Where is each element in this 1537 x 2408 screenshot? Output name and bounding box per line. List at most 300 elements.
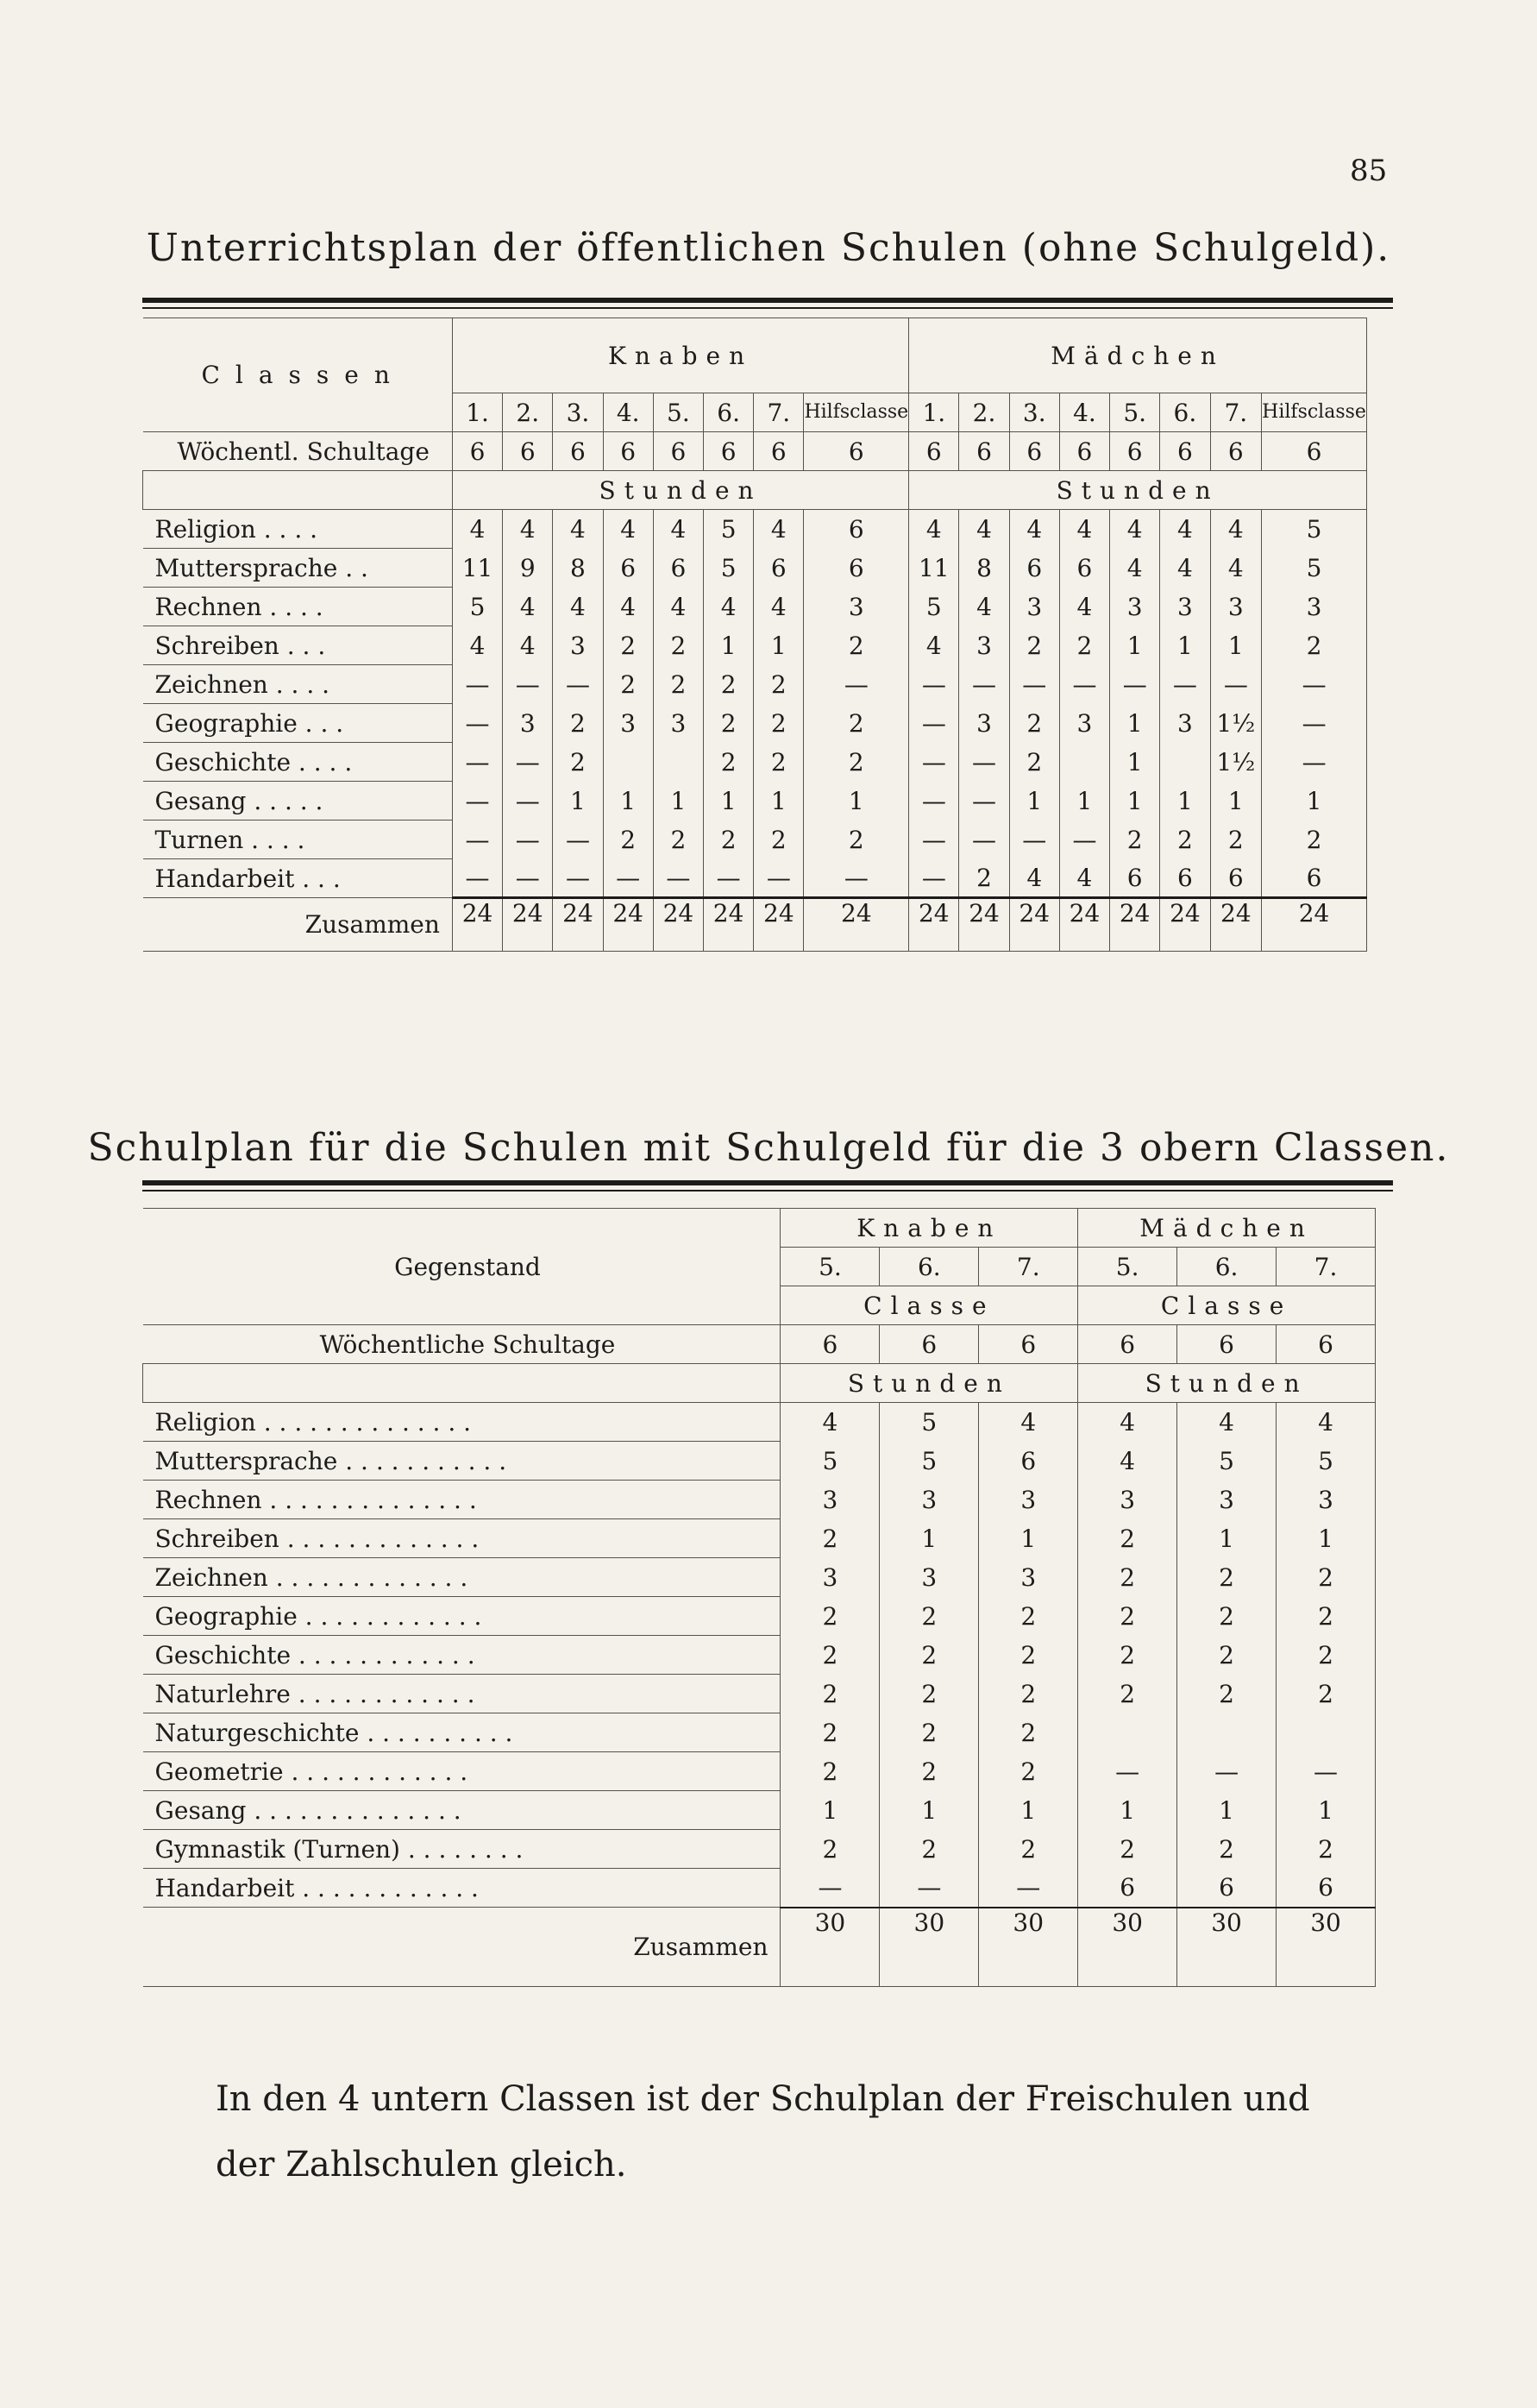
hours-value: 1 — [979, 1791, 1078, 1830]
hours-value: 2 — [979, 1597, 1078, 1636]
hours-value — [1059, 743, 1109, 782]
hours-value: 6 — [1277, 1869, 1376, 1908]
hours-value: 1 — [880, 1791, 979, 1830]
class-number: 3. — [1009, 393, 1059, 432]
hours-value: 2 — [754, 665, 804, 704]
hours-value: — — [979, 1869, 1078, 1908]
hours-value: 4 — [1160, 549, 1210, 588]
hours-value: 4 — [603, 510, 653, 549]
school-days-value: 6 — [909, 432, 959, 471]
hours-label-boys: Stunden — [452, 471, 908, 510]
hours-value: — — [959, 820, 1009, 859]
hours-value: 4 — [959, 588, 1009, 626]
school-days-value: 6 — [781, 1325, 880, 1364]
hours-value: 2 — [653, 665, 703, 704]
hours-value: 2 — [979, 1752, 1078, 1791]
hours-value: 5 — [880, 1403, 979, 1442]
hours-value: 2 — [804, 704, 909, 743]
hours-value: — — [959, 782, 1009, 820]
table-row — [143, 1403, 1376, 1442]
hours-value: 6 — [1110, 859, 1160, 898]
subject-label: Turnen . . . . — [143, 820, 453, 859]
rule-mid — [142, 1180, 1393, 1185]
hours-value: 3 — [781, 1481, 880, 1519]
classe-label-girls: Classe — [1078, 1286, 1376, 1325]
hours-value: — — [1009, 665, 1059, 704]
hours-value: 4 — [1210, 549, 1262, 588]
hours-value: 1 — [804, 782, 909, 820]
hours-value: 3 — [503, 704, 553, 743]
hours-value: 2 — [1262, 626, 1367, 665]
school-days-value: 6 — [1210, 432, 1262, 471]
hours-value: 6 — [979, 1442, 1078, 1481]
hours-value: 6 — [1009, 549, 1059, 588]
table-row — [143, 588, 1367, 626]
hours-value: 5 — [1277, 1442, 1376, 1481]
rule-top-thin — [142, 307, 1393, 309]
hours-value: 4 — [1059, 859, 1109, 898]
total-value: 30 — [880, 1908, 979, 1987]
hours-value: 4 — [704, 588, 754, 626]
hours-value: 2 — [1177, 1830, 1277, 1869]
hours-value: 2 — [880, 1713, 979, 1752]
hours-value: 2 — [959, 859, 1009, 898]
total-label: Zusammen — [143, 898, 453, 952]
hours-value: 1 — [1210, 782, 1262, 820]
table-row — [143, 1481, 1376, 1519]
aux-class-label: Hilfsclasse — [804, 393, 909, 432]
hours-value: 1 — [1160, 626, 1210, 665]
hours-value: 4 — [781, 1403, 880, 1442]
hours-value: 1 — [754, 626, 804, 665]
school-days-value: 6 — [1059, 432, 1109, 471]
classe-label-boys: Classe — [781, 1286, 1078, 1325]
hours-value: 4 — [909, 510, 959, 549]
hours-value: 5 — [781, 1442, 880, 1481]
table-row — [143, 1791, 1376, 1830]
hours-value: 2 — [1277, 1558, 1376, 1597]
table-row — [143, 1597, 1376, 1636]
hours-value: 2 — [704, 704, 754, 743]
hours-value: 4 — [452, 510, 502, 549]
days-label: Wöchentl. Schultage — [143, 432, 453, 471]
hours-value: — — [452, 743, 502, 782]
total-value: 24 — [754, 898, 804, 952]
table-row — [143, 510, 1367, 549]
hours-value: — — [553, 665, 603, 704]
hours-label-boys: Stunden — [781, 1364, 1078, 1403]
hours-value: 1 — [1177, 1791, 1277, 1830]
table-row — [143, 1675, 1376, 1713]
hours-value: — — [1059, 820, 1109, 859]
subject-label: Geometrie . . . . . . . . . . . . — [143, 1752, 781, 1791]
hours-value: 2 — [1177, 1675, 1277, 1713]
hours-value: 2 — [1277, 1830, 1376, 1869]
hours-value: 2 — [653, 626, 703, 665]
hours-value — [1277, 1713, 1376, 1752]
hours-value: 11 — [452, 549, 502, 588]
hours-value: — — [1262, 743, 1367, 782]
hours-value: 1 — [781, 1791, 880, 1830]
hours-value: 4 — [1059, 588, 1109, 626]
hours-value: 1½ — [1210, 743, 1262, 782]
school-days-value: 6 — [452, 432, 502, 471]
school-days-value: 6 — [553, 432, 603, 471]
class-number: 6. — [1177, 1248, 1277, 1286]
hours-value: 4 — [1009, 859, 1059, 898]
total-value: 24 — [704, 898, 754, 952]
hours-value: 1 — [754, 782, 804, 820]
hours-value: 1 — [704, 626, 754, 665]
hours-value: 2 — [1277, 1636, 1376, 1675]
page-number: 85 — [1350, 154, 1388, 188]
hours-value: — — [1009, 820, 1059, 859]
hours-value: 3 — [781, 1558, 880, 1597]
table-fee-schools — [142, 1208, 1376, 1987]
hours-value: 1 — [1110, 782, 1160, 820]
school-days-value: 6 — [653, 432, 703, 471]
class-number: 5. — [781, 1248, 880, 1286]
hours-value: 2 — [781, 1636, 880, 1675]
total-value: 30 — [979, 1908, 1078, 1987]
class-number: 7. — [754, 393, 804, 432]
hours-value: 1 — [1262, 782, 1367, 820]
subject-label: Geschichte . . . . — [143, 743, 453, 782]
total-value: 24 — [503, 898, 553, 952]
hours-value: 3 — [603, 704, 653, 743]
hours-value: 4 — [754, 588, 804, 626]
subject-label: Muttersprache . . . . . . . . . . . — [143, 1442, 781, 1481]
hours-value: 2 — [603, 626, 653, 665]
subject-label: Handarbeit . . . — [143, 859, 453, 898]
table-public-schools — [142, 318, 1367, 952]
class-number: 5. — [653, 393, 703, 432]
hours-value: 2 — [754, 743, 804, 782]
hours-value: 2 — [781, 1752, 880, 1791]
hours-value: 2 — [880, 1752, 979, 1791]
hours-value: 2 — [1059, 626, 1109, 665]
hours-value: 3 — [1059, 704, 1109, 743]
hours-value: — — [503, 782, 553, 820]
hours-value: 1 — [979, 1519, 1078, 1558]
total-value: 30 — [1277, 1908, 1376, 1987]
total-value: 30 — [1078, 1908, 1177, 1987]
girls-header: Mädchen — [1078, 1209, 1376, 1248]
hours-value: 3 — [1277, 1481, 1376, 1519]
hours-value: 2 — [754, 820, 804, 859]
total-value: 24 — [1262, 898, 1367, 952]
hours-value — [1177, 1713, 1277, 1752]
hours-value: 1 — [1210, 626, 1262, 665]
hours-value: 1 — [1110, 704, 1160, 743]
hours-value: 2 — [979, 1636, 1078, 1675]
table-row — [143, 859, 1367, 898]
hours-value: 3 — [880, 1558, 979, 1597]
hours-value: 4 — [603, 588, 653, 626]
subject-label: Gymnastik (Turnen) . . . . . . . . — [143, 1830, 781, 1869]
days-label: Wöchentliche Schultage — [143, 1325, 781, 1364]
hours-value: 4 — [653, 588, 703, 626]
total-row — [143, 1908, 1376, 1987]
hours-value: 2 — [804, 820, 909, 859]
total-value: 24 — [653, 898, 703, 952]
hours-value: 6 — [754, 549, 804, 588]
school-days-value: 6 — [704, 432, 754, 471]
hours-value: 4 — [1059, 510, 1109, 549]
hours-value: 2 — [1177, 1558, 1277, 1597]
hours-value: 2 — [979, 1830, 1078, 1869]
hours-value: 2 — [880, 1675, 979, 1713]
hours-value: 2 — [1277, 1675, 1376, 1713]
hours-value: 4 — [909, 626, 959, 665]
hours-value: — — [603, 859, 653, 898]
hours-value: 2 — [781, 1675, 880, 1713]
hours-value: 2 — [979, 1713, 1078, 1752]
hours-value: 1 — [1160, 782, 1210, 820]
hours-value: 2 — [1177, 1636, 1277, 1675]
hours-value: 4 — [553, 510, 603, 549]
table-row — [143, 626, 1367, 665]
hours-value: 5 — [704, 549, 754, 588]
hours-value: — — [452, 704, 502, 743]
hours-value: 3 — [1177, 1481, 1277, 1519]
hours-value: — — [1210, 665, 1262, 704]
hours-value: 1 — [553, 782, 603, 820]
hours-value: — — [452, 859, 502, 898]
class-number: 4. — [1059, 393, 1109, 432]
class-number: 6. — [880, 1248, 979, 1286]
table-row — [143, 704, 1367, 743]
hours-value: 6 — [1078, 1869, 1177, 1908]
hours-value: — — [1262, 665, 1367, 704]
total-value: 24 — [1009, 898, 1059, 952]
hours-value: 1 — [1059, 782, 1109, 820]
total-value: 24 — [1210, 898, 1262, 952]
hours-value: 3 — [979, 1481, 1078, 1519]
hours-value: — — [503, 820, 553, 859]
aux-class-label: Hilfsclasse — [1262, 393, 1367, 432]
hours-value: — — [959, 665, 1009, 704]
subject-label: Religion . . . . — [143, 510, 453, 549]
hours-value: — — [653, 859, 703, 898]
hours-value: 2 — [781, 1519, 880, 1558]
table-row — [143, 1519, 1376, 1558]
hours-label-girls: Stunden — [909, 471, 1367, 510]
hours-value: — — [909, 665, 959, 704]
hours-value: 3 — [804, 588, 909, 626]
hours-value: 1½ — [1210, 704, 1262, 743]
school-days-value: 6 — [1078, 1325, 1177, 1364]
girls-header: Mädchen — [909, 318, 1367, 393]
class-number: 3. — [553, 393, 603, 432]
hours-value: 5 — [1262, 510, 1367, 549]
school-days-value: 6 — [1277, 1325, 1376, 1364]
title-second: Schulplan für die Schulen mit Schulgeld für die 3 obern Classen. — [87, 1126, 1450, 1170]
hours-value: 3 — [1009, 588, 1059, 626]
total-value: 24 — [959, 898, 1009, 952]
total-value: 24 — [804, 898, 909, 952]
hours-value: 1 — [1277, 1519, 1376, 1558]
hours-value: 3 — [553, 626, 603, 665]
hours-value: 2 — [781, 1713, 880, 1752]
footer-note: In den 4 untern Classen ist der Schulplan der Freischulen und der Zahlschulen gleich. — [216, 2079, 1310, 2185]
hours-value: — — [804, 859, 909, 898]
table-row — [143, 1442, 1376, 1481]
class-number: 2. — [503, 393, 553, 432]
hours-value: 6 — [1160, 859, 1210, 898]
hours-value: 2 — [603, 820, 653, 859]
table-row — [143, 1830, 1376, 1869]
hours-value: 4 — [754, 510, 804, 549]
hours-value: 4 — [503, 510, 553, 549]
subject-label: Gesang . . . . . — [143, 782, 453, 820]
hours-value: 1 — [1009, 782, 1059, 820]
hours-value: 2 — [1078, 1636, 1177, 1675]
hours-value: 3 — [1110, 588, 1160, 626]
hours-value: 2 — [979, 1675, 1078, 1713]
table-row — [143, 1636, 1376, 1675]
class-number: 7. — [1210, 393, 1262, 432]
table-row — [143, 1713, 1376, 1752]
class-number: 1. — [909, 393, 959, 432]
hours-value: — — [909, 704, 959, 743]
hours-value: 2 — [880, 1597, 979, 1636]
hours-value: 2 — [1277, 1597, 1376, 1636]
hours-value: 2 — [553, 704, 603, 743]
hours-value: — — [704, 859, 754, 898]
table-row — [143, 665, 1367, 704]
hours-value: 2 — [1078, 1675, 1177, 1713]
hours-value: 3 — [653, 704, 703, 743]
table-row — [143, 820, 1367, 859]
hours-value: 1 — [1110, 626, 1160, 665]
rule-mid-thin — [142, 1190, 1393, 1191]
hours-value: 3 — [1078, 1481, 1177, 1519]
hours-value: 2 — [603, 665, 653, 704]
hours-value — [1160, 743, 1210, 782]
hours-value: 2 — [1262, 820, 1367, 859]
hours-value: 1 — [603, 782, 653, 820]
hours-value: — — [909, 782, 959, 820]
hours-value: 5 — [1177, 1442, 1277, 1481]
total-value: 24 — [909, 898, 959, 952]
hours-value: 3 — [1160, 588, 1210, 626]
hours-value: 2 — [704, 820, 754, 859]
hours-value: 2 — [754, 704, 804, 743]
school-days-value: 6 — [804, 432, 909, 471]
class-number: 2. — [959, 393, 1009, 432]
hours-value: — — [452, 665, 502, 704]
hours-value: 5 — [704, 510, 754, 549]
total-value: 24 — [1160, 898, 1210, 952]
hours-value: 6 — [804, 510, 909, 549]
title-main: Unterrichtsplan der öffentlichen Schulen (ohne Schulgeld). — [146, 226, 1391, 270]
subject-label: Naturlehre . . . . . . . . . . . . — [143, 1675, 781, 1713]
hours-value: 1 — [1177, 1519, 1277, 1558]
hours-value — [653, 743, 703, 782]
hours-value: — — [503, 665, 553, 704]
hours-value: — — [880, 1869, 979, 1908]
hours-value: 2 — [1078, 1519, 1177, 1558]
hours-value: 4 — [653, 510, 703, 549]
school-days-value: 6 — [1110, 432, 1160, 471]
hours-value: — — [1177, 1752, 1277, 1791]
hours-value: 1 — [1277, 1791, 1376, 1830]
hours-value: 2 — [1177, 1597, 1277, 1636]
hours-value: — — [1110, 665, 1160, 704]
hours-value: 8 — [553, 549, 603, 588]
classes-label: Classen — [143, 318, 453, 432]
table-row — [143, 1752, 1376, 1791]
hours-value: 3 — [959, 626, 1009, 665]
hours-value: 4 — [1078, 1442, 1177, 1481]
total-label: Zusammen — [143, 1908, 781, 1987]
hours-value: — — [553, 859, 603, 898]
hours-label-girls: Stunden — [1078, 1364, 1376, 1403]
hours-value: 6 — [603, 549, 653, 588]
school-days-value: 6 — [1262, 432, 1367, 471]
hours-value: 6 — [804, 549, 909, 588]
hours-value: 1 — [704, 782, 754, 820]
hours-value: 6 — [1210, 859, 1262, 898]
hours-value: — — [452, 820, 502, 859]
hours-value: 4 — [503, 588, 553, 626]
hours-value: 3 — [959, 704, 1009, 743]
hours-value: — — [503, 859, 553, 898]
hours-value: 1 — [880, 1519, 979, 1558]
subject-label: Gegenstand — [143, 1209, 781, 1325]
hours-value: — — [804, 665, 909, 704]
hours-value: 2 — [1009, 743, 1059, 782]
hours-value: 4 — [553, 588, 603, 626]
hours-value: 4 — [979, 1403, 1078, 1442]
hours-value: 4 — [1210, 510, 1262, 549]
school-days-row — [143, 432, 1367, 471]
hours-value: 3 — [1210, 588, 1262, 626]
hours-value: — — [1160, 665, 1210, 704]
hours-value: 4 — [1078, 1403, 1177, 1442]
hours-value: — — [1059, 665, 1109, 704]
hours-value: 2 — [880, 1830, 979, 1869]
hours-value: 9 — [503, 549, 553, 588]
hours-value: 6 — [1059, 549, 1109, 588]
hours-value: 2 — [1210, 820, 1262, 859]
hours-value: 1 — [1078, 1791, 1177, 1830]
hours-value: 4 — [503, 626, 553, 665]
hours-value: 5 — [452, 588, 502, 626]
school-days-value: 6 — [603, 432, 653, 471]
school-days-value: 6 — [880, 1325, 979, 1364]
hours-value: 2 — [781, 1597, 880, 1636]
table-row — [143, 782, 1367, 820]
hours-value: — — [909, 859, 959, 898]
school-days-value: 6 — [1160, 432, 1210, 471]
hours-value — [603, 743, 653, 782]
hours-value: 2 — [704, 743, 754, 782]
hours-value: 2 — [1078, 1597, 1177, 1636]
rule-top — [142, 298, 1393, 303]
hours-value: 2 — [804, 626, 909, 665]
table-row — [143, 1869, 1376, 1908]
class-number: 4. — [603, 393, 653, 432]
class-number: 1. — [452, 393, 502, 432]
hours-value: — — [1277, 1752, 1376, 1791]
hours-value — [1078, 1713, 1177, 1752]
subject-label: Zeichnen . . . . . . . . . . . . . — [143, 1558, 781, 1597]
subject-label: Rechnen . . . . . . . . . . . . . . — [143, 1481, 781, 1519]
total-value: 24 — [603, 898, 653, 952]
subject-label: Muttersprache . . — [143, 549, 453, 588]
